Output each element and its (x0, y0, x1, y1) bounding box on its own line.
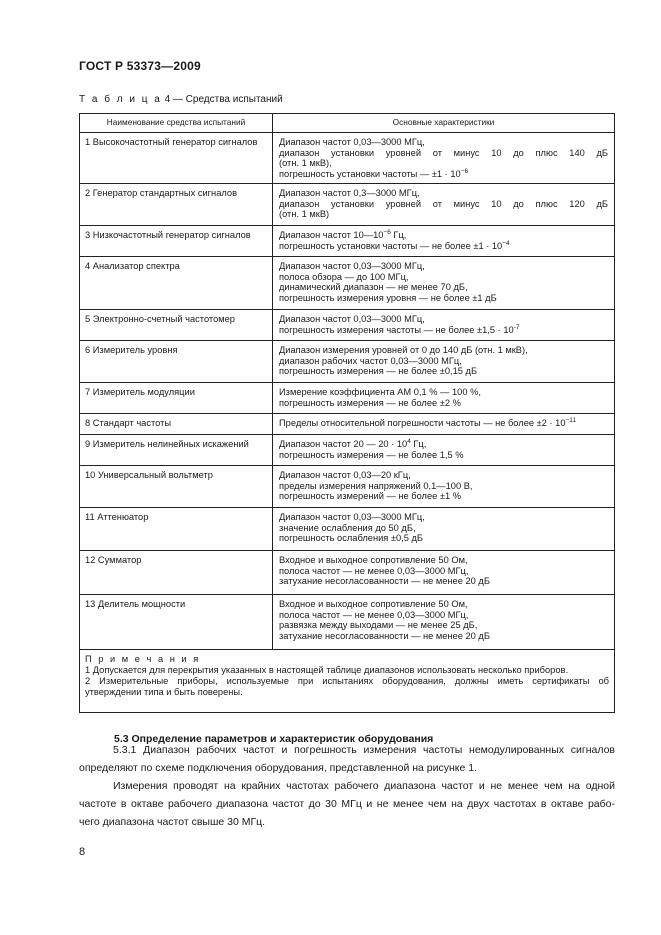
section-heading: 5.3 Определение параметров и характеристик оборудования (114, 733, 434, 745)
char-line: (отн. 1 мкВ) (279, 209, 330, 220)
table-caption-text: 4 — Средства испытаний (164, 94, 283, 105)
char-line: полоса частот — не менее 0,03—3000 МГц, (279, 565, 469, 576)
equipment-name: 10 Универсальный вольтметр (80, 466, 273, 508)
char-text: Пределы относительной погрешности частоты — не более ±2 · 10 (279, 418, 566, 428)
notes-title: П р и м е ч а н и я (85, 654, 201, 664)
equipment-characteristics (273, 435, 615, 466)
note-line: 1 Допускается для перекрытия указанных в настоящей таблице диапазонов использовать несколько приборов. (85, 665, 569, 675)
equipment-characteristics (273, 466, 615, 508)
char-line: динамический диапазон — не менее 70 дБ, (279, 282, 468, 293)
table-row (80, 466, 615, 508)
char-line: Измерение коэффициента АМ 0,1 % — 100 %, (279, 387, 481, 397)
equipment-characteristics (273, 595, 615, 650)
table-notes (80, 650, 615, 713)
char-text: Гц, (390, 230, 407, 240)
char-line: Диапазон частот 0,3—3000 МГц, (279, 188, 420, 198)
equipment-characteristics (273, 551, 615, 595)
char-text: погрешность измерения частоты — не более ±1,5 · 10 (279, 324, 514, 335)
table-caption-label: Т а б л и ц а (79, 94, 162, 105)
char-line (279, 230, 608, 241)
equipment-name: 5 Электронно-счетный частотомер (80, 310, 273, 341)
table-row (80, 310, 615, 341)
char-line: затухание несогласованности — не менее 20 дБ (279, 576, 490, 587)
table-row (80, 414, 615, 435)
char-line: Диапазон частот 0,03—3000 МГц, (279, 512, 425, 522)
exponent: 4 (407, 438, 411, 445)
char-line: (отн. 1 мкВ), (279, 158, 332, 169)
char-text: Диапазон частот 10—10 (279, 230, 384, 240)
equipment-name: 9 Измеритель нелинейных искажений (80, 435, 273, 466)
table-row (80, 133, 615, 184)
equipment-characteristics (273, 310, 615, 341)
table-row (80, 595, 615, 650)
paragraph-line: чего диапазона частот свыше 30 МГц. (79, 816, 266, 828)
char-line: диапазон установки уровней от минус 10 до плюс 140 дБ (279, 147, 608, 158)
char-line: Диапазон частот 0,03—3000 МГц, (279, 261, 425, 271)
char-line: диапазон рабочих частот 0,03—3000 МГц, (279, 355, 462, 366)
char-line: полоса обзора — до 100 МГц, (279, 271, 409, 282)
paragraph-5-3-1 (79, 741, 615, 777)
page-number: 8 (79, 846, 86, 858)
paragraph-line: 5.3.1 Диапазон рабочих частот и погрешность измерения частоты немодулированных сигналов (113, 744, 615, 756)
char-line: погрешность ослабления ±0,5 дБ (279, 533, 424, 544)
char-line (279, 418, 608, 429)
char-line: Диапазон частот 0,03—20 кГц, (279, 470, 411, 480)
exponent: −4 (502, 239, 510, 247)
table-row (80, 341, 615, 383)
equipment-characteristics (273, 383, 615, 414)
equipment-name: 8 Стандарт частоты (80, 414, 273, 435)
char-line: Диапазон частот 0,03—3000 МГц, (279, 314, 425, 324)
char-line: Входное и выходное сопротивление 50 Ом, (279, 555, 468, 565)
char-line (279, 439, 608, 450)
equipment-characteristics (273, 508, 615, 551)
char-text: погрешность установки частоты — ±1 · 10 (279, 168, 461, 179)
char-line: развязка между выходами — не менее 25 дБ, (279, 620, 478, 631)
char-line: Диапазон частот 0,03—3000 МГц, (279, 137, 425, 147)
table-row (80, 551, 615, 595)
table-header-row (80, 114, 615, 133)
char-line: полоса частот — не менее 0,03—3000 МГц, (279, 609, 469, 620)
table-row (80, 184, 615, 226)
equipment-characteristics (273, 184, 615, 226)
equipment-name: 13 Делитель мощности (80, 595, 273, 650)
table-row (80, 257, 615, 310)
note-line: утверждении типа и быть поверены. (85, 687, 243, 697)
col-header-characteristics: Основные характеристики (273, 114, 615, 133)
char-line: диапазон установки уровней от минус 10 до плюс 120 дБ (279, 198, 608, 209)
paragraph-measurements (79, 777, 615, 831)
table-row (80, 508, 615, 551)
exponent: −6 (460, 167, 469, 175)
exponent: -7 (513, 323, 520, 331)
equipment-name: 2 Генератор стандартных сигналов (80, 184, 273, 226)
table-row (80, 383, 615, 414)
paragraph-line: определяют по схеме подключения оборудования, представленной на рисунке 1. (79, 762, 478, 774)
table-row (80, 226, 615, 257)
paragraph-line: частоте в октаве рабочего диапазона частот до 30 МГц и не менее чем на двух частотах в октаве рабо- (79, 798, 615, 810)
equipment-characteristics (273, 414, 615, 435)
char-text: Диапазон частот 20 — 20 · 10 (279, 439, 408, 449)
char-text: Гц, (410, 439, 427, 449)
equipment-name: 11 Аттенюатор (80, 508, 273, 551)
table-caption (79, 94, 283, 105)
equipment-name: 4 Анализатор спектра (80, 257, 273, 310)
exponent: −11 (565, 417, 577, 424)
equipment-name: 6 Измеритель уровня (80, 341, 273, 383)
test-equipment-table (79, 113, 615, 713)
char-line (279, 241, 608, 252)
char-line: погрешность измерения уровня — не более ±1 дБ (279, 292, 497, 303)
char-line (279, 325, 608, 336)
equipment-name: 3 Низкочастотный генератор сигналов (80, 226, 273, 257)
exponent: −6 (383, 229, 391, 236)
equipment-characteristics (273, 341, 615, 383)
char-line: затухание несогласованности — не менее 20 дБ (279, 630, 490, 641)
char-text: погрешность установки частоты — не более ±1 · 10 (279, 240, 503, 251)
char-line (279, 169, 608, 180)
document-header: ГОСТ Р 53373—2009 (79, 59, 201, 73)
table-notes-row (80, 650, 615, 713)
equipment-name: 1 Высокочастотный генератор сигналов (80, 133, 273, 184)
equipment-name: 7 Измеритель модуляции (80, 383, 273, 414)
char-line: погрешность измерения — не более 1,5 % (279, 449, 464, 460)
equipment-name: 12 Сумматор (80, 551, 273, 595)
table-row (80, 435, 615, 466)
char-line: Диапазон измерения уровней от 0 до 140 дБ (отн. 1 мкВ), (279, 345, 528, 355)
char-line: погрешность измерения — не более ±2 % (279, 397, 461, 408)
paragraph-line: Измерения проводят на крайних частотах рабочего диапазона частот и не менее чем на одной (113, 780, 615, 792)
char-line: погрешность измерений — не более ±1 % (279, 491, 462, 502)
char-line: Входное и выходное сопротивление 50 Ом, (279, 599, 468, 609)
char-line: значение ослабления до 50 дБ, (279, 522, 416, 533)
col-header-name: Наименование средства испытаний (80, 114, 273, 133)
equipment-characteristics (273, 257, 615, 310)
equipment-characteristics (273, 226, 615, 257)
char-line: погрешность измерения — не более ±0,15 дБ (279, 366, 478, 377)
note-line: 2 Измерительные приборы, используемые при испытаниях оборудования, должны иметь сертификаты об (85, 676, 609, 686)
char-line: пределы измерения напряжений 0,1—100 В, (279, 480, 473, 491)
equipment-characteristics (273, 133, 615, 184)
